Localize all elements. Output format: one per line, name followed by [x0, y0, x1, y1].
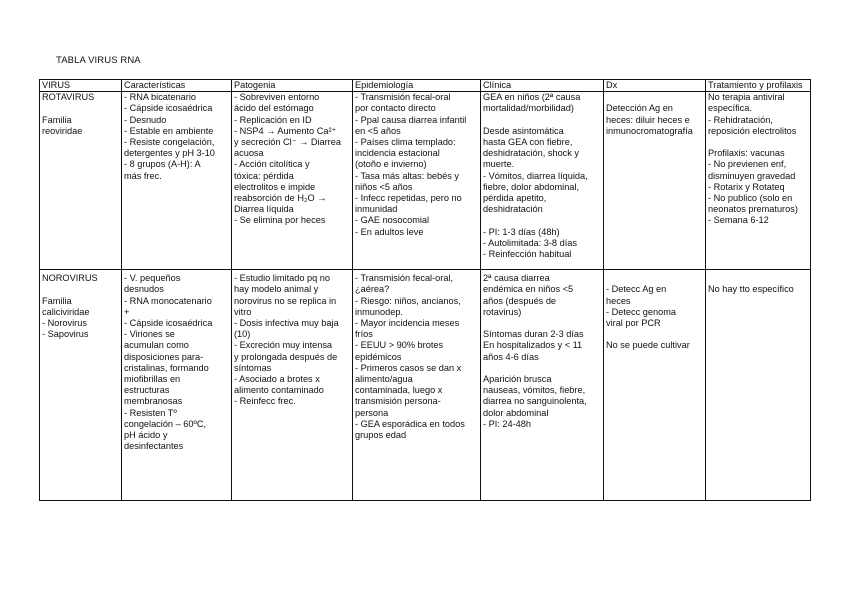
- cell-text-line: - PI: 24-48h: [483, 418, 532, 429]
- header-clinica: Clínica: [481, 80, 604, 92]
- cell-text-line: NOROVIRUS: [42, 273, 98, 284]
- cell-text-line: - Países clima templado:: [355, 137, 456, 148]
- cell-text-line: - Riesgo: niños, ancianos,: [355, 295, 461, 306]
- cell-text-line: - Resisten Tº: [124, 407, 177, 418]
- cell-text-line: - Dosis infectiva muy baja: [234, 318, 339, 329]
- cell-text-line: - 8 grupos (A-H): A: [124, 159, 201, 170]
- header-virus: VIRUS: [40, 80, 122, 92]
- cell-text-line: - PI: 1-3 días (48h): [483, 226, 560, 237]
- virus-table: [39, 79, 811, 501]
- cell-text-line: - RNA monocatenario: [124, 295, 212, 306]
- cell-text-line: neonatos prematuros): [708, 204, 798, 215]
- blank-line: [483, 215, 601, 226]
- cell-text-line: - Sapovirus: [42, 329, 89, 340]
- cell-text-line: hay modelo animal y: [234, 284, 319, 295]
- blank-line: [606, 329, 703, 340]
- cell-clinica: [481, 92, 604, 270]
- cell-text-line: norovirus no se replica in: [234, 295, 337, 306]
- cell-text-line: disminuyen gravedad: [708, 170, 796, 181]
- cell-text-line: ROTAVIRUS: [42, 92, 95, 103]
- cell-text-line: rotavirus): [483, 306, 522, 317]
- cell-text-line: - Ppal causa diarrea infantil: [355, 114, 467, 125]
- cell-text-line: muerte.: [483, 159, 515, 170]
- cell-text-line: años 4-6 días: [483, 351, 539, 362]
- cell-text-line: por contacto directo: [355, 103, 436, 114]
- table-row-norovirus: [40, 270, 811, 501]
- cell-text-line: - Rehidratación,: [708, 114, 773, 125]
- cell-text-line: - Cápside icosaédrica: [124, 103, 213, 114]
- cell-text-line: (10): [234, 329, 251, 340]
- cell-text-line: - Primeros casos se dan x: [355, 362, 462, 373]
- cell-caracteristicas: [122, 92, 232, 270]
- cell-text-line: - Estable en ambiente: [124, 125, 214, 136]
- cell-text-line: dolor abdominal: [483, 407, 549, 418]
- cell-text-line: membranosas: [124, 396, 183, 407]
- cell-virus: [40, 270, 122, 501]
- cell-text-line: - Detecc Ag en: [606, 284, 667, 295]
- cell-text-line: Detección Ag en: [606, 103, 673, 114]
- cell-text-line: - Norovirus: [42, 318, 87, 328]
- cell-text-line: Síntomas duran 2-3 días: [483, 329, 584, 340]
- cell-text-line: estructuras: [124, 385, 170, 396]
- cell-text-line: mortalidad/morbilidad): [483, 103, 574, 114]
- cell-text-line: - NSP4 → Aumento Ca²⁺: [234, 125, 337, 136]
- cell-text-line: - Transmisión fecal-oral,: [355, 273, 454, 284]
- cell-text-line: - RNA bicatenario: [124, 92, 197, 103]
- cell-text-line: - GEA esporádica en todos: [355, 418, 465, 429]
- blank-line: [483, 363, 601, 374]
- cell-text-line: Familia: [42, 114, 72, 125]
- cell-text-line: - Vómitos, diarrea líquida,: [483, 170, 588, 181]
- cell-text-line: diarrea no sanguinolenta,: [483, 396, 587, 407]
- cell-text-line: (otoño e invierno): [355, 159, 427, 170]
- cell-text-line: nauseas, vómitos, fiebre,: [483, 385, 586, 396]
- blank-line: [42, 103, 119, 114]
- cell-text-line: 2ª causa diarrea: [483, 273, 550, 284]
- cell-text-line: - Semana 6-12: [708, 215, 769, 226]
- cell-text-line: - Infecc repetidas, pero no: [355, 193, 462, 204]
- header-dx: Dx: [604, 80, 706, 92]
- cell-text-line: persona: [355, 407, 389, 418]
- cell-text-line: Diarrea líquida: [234, 204, 294, 215]
- cell-text-line: - Detecc genoma: [606, 306, 676, 317]
- cell-text-line: ácido del estómago: [234, 103, 314, 114]
- cell-text-line: síntomas: [234, 362, 272, 373]
- cell-text-line: reabsorción de H₂O →: [234, 193, 327, 204]
- cell-text-line: alimento contaminado: [234, 385, 324, 396]
- cell-text-line: inmunodep.: [355, 306, 404, 317]
- cell-text-line: ¿aérea?: [355, 284, 390, 295]
- cell-text-line: - Desnudo: [124, 114, 167, 125]
- cell-caracteristicas: [122, 270, 232, 501]
- cell-text-line: Profilaxis: vacunas: [708, 148, 785, 159]
- cell-dx: [604, 92, 706, 270]
- cell-text-line: fríos: [355, 329, 373, 340]
- cell-text-line: - Transmisión fecal-oral: [355, 92, 451, 103]
- cell-text-line: No terapia antiviral: [708, 92, 785, 103]
- cell-text-line: fiebre, dolor abdominal,: [483, 181, 580, 192]
- header-tratamiento: Tratamiento y profilaxis: [706, 80, 811, 92]
- cell-text-line: - Acción citolítica y: [234, 159, 310, 170]
- cell-text-line: niños <5 años: [355, 181, 413, 192]
- cell-text-line: tóxica: pérdida: [234, 170, 294, 181]
- cell-text-line: En hospitalizados y < 11: [483, 340, 583, 351]
- cell-clinica: [481, 270, 604, 501]
- cell-text-line: y prolongada después de: [234, 351, 338, 362]
- cell-text-line: deshidratación: [483, 204, 543, 215]
- cell-text-line: - GAE nosocomial: [355, 215, 430, 226]
- cell-epidemiologia: [353, 270, 481, 501]
- blank-line: [483, 318, 601, 329]
- header-patogenia: Patogenia: [232, 80, 353, 92]
- cell-text-line: - Excreción muy intensa: [234, 340, 333, 351]
- cell-text-line: - EEUU > 90% brotes: [355, 340, 444, 351]
- cell-text-line: grupos edad: [355, 430, 407, 441]
- blank-line: [483, 115, 601, 126]
- table-row-rotavirus: [40, 92, 811, 270]
- cell-text-line: - No previenen enf,: [708, 159, 787, 170]
- blank-line: [42, 284, 119, 295]
- cell-text-line: - V. pequeños: [124, 273, 181, 284]
- cell-text-line: inmunocromatografía: [606, 125, 693, 136]
- cell-text-line: - Reinfecc frec.: [234, 396, 296, 407]
- cell-text-line: pérdida apetito,: [483, 193, 547, 204]
- blank-line: [606, 92, 703, 103]
- cell-text-line: alimento/agua: [355, 374, 413, 385]
- cell-text-line: Desde asintomática: [483, 125, 564, 136]
- cell-text-line: - Estudio limitado pq no: [234, 273, 331, 284]
- cell-text-line: Aparición brusca: [483, 374, 552, 384]
- blank-line: [708, 137, 808, 148]
- cell-text-line: vitro: [234, 306, 252, 317]
- cell-text-line: y secreción Cl⁻ → Diarrea: [234, 137, 341, 148]
- cell-text-line: - Mayor incidencia meses: [355, 318, 460, 329]
- cell-text-line: - Tasa más altas: bebés y: [355, 170, 460, 181]
- cell-text-line: cristalinas, formando: [124, 362, 209, 373]
- cell-text-line: - Viriones se: [124, 329, 175, 340]
- cell-epidemiologia: [353, 92, 481, 270]
- cell-text-line: miofibrillas en: [124, 374, 181, 385]
- cell-text-line: más frec.: [124, 170, 162, 181]
- header-caracteristicas: Características: [122, 80, 232, 92]
- cell-text-line: - Autolimitada: 3-8 días: [483, 237, 577, 248]
- cell-text-line: desnudos: [124, 284, 164, 295]
- cell-patogenia: [232, 270, 353, 501]
- cell-text-line: desinfectantes: [124, 441, 184, 452]
- cell-text-line: - Replicación en ID: [234, 114, 312, 125]
- cell-text-line: electrolitos e impide: [234, 181, 316, 192]
- table-header-row: [40, 80, 811, 92]
- cell-text-line: - Sobreviven entorno: [234, 92, 320, 103]
- cell-text-line: - No publico (solo en: [708, 193, 793, 204]
- cell-tratamiento: [706, 92, 811, 270]
- header-epidemiologia: Epidemiología: [353, 80, 481, 92]
- cell-text-line: - En adultos leve: [355, 226, 424, 237]
- cell-text-line: acuosa: [234, 148, 264, 159]
- blank-line: [606, 273, 703, 284]
- cell-text-line: caliciviridae: [42, 306, 90, 317]
- cell-text-line: deshidratación, shock y: [483, 148, 580, 159]
- cell-text-line: años (después de: [483, 295, 557, 306]
- cell-text-line: detergentes y pH 3-10: [124, 148, 215, 159]
- cell-text-line: hasta GEA con fiebre,: [483, 137, 573, 147]
- document-title: TABLA VIRUS RNA: [56, 55, 141, 66]
- cell-text-line: en <5 años: [355, 125, 401, 136]
- cell-dx: [604, 270, 706, 501]
- cell-text-line: - Resiste congelación,: [124, 137, 215, 148]
- cell-patogenia: [232, 92, 353, 270]
- cell-text-line: GEA en niños (2ª causa: [483, 92, 581, 103]
- cell-text-line: inmunidad: [355, 204, 398, 215]
- cell-text-line: disposiciones para-: [124, 351, 204, 362]
- cell-text-line: viral por PCR: [606, 318, 661, 328]
- cell-text-line: heces: [606, 295, 631, 306]
- cell-text-line: - Se elimina por heces: [234, 215, 326, 226]
- cell-text-line: contaminada, luego x: [355, 385, 443, 396]
- cell-text-line: Familia: [42, 295, 72, 306]
- cell-text-line: reposición electrolitos: [708, 125, 797, 136]
- cell-text-line: congelación – 60ºC,: [124, 418, 207, 429]
- cell-tratamiento: [706, 270, 811, 501]
- cell-text-line: +: [124, 306, 130, 317]
- cell-virus: [40, 92, 122, 270]
- cell-text-line: - Reinfección habitual: [483, 249, 572, 260]
- blank-line: [708, 273, 808, 284]
- cell-text-line: acumulan como: [124, 340, 189, 351]
- cell-text-line: heces: diluir heces e: [606, 114, 690, 125]
- cell-text-line: reoviridae: [42, 125, 83, 136]
- cell-text-line: No hay tto específico: [708, 284, 794, 295]
- cell-text-line: - Rotarix y Rotateq: [708, 181, 785, 192]
- cell-text-line: - Cápside icosaédrica: [124, 318, 213, 329]
- cell-text-line: No se puede cultivar: [606, 340, 690, 351]
- cell-text-line: endémica en niños <5: [483, 284, 574, 295]
- cell-text-line: epidémicos: [355, 351, 402, 362]
- cell-text-line: incidencia estacional: [355, 148, 440, 159]
- cell-text-line: transmisión persona-: [355, 396, 441, 407]
- cell-text-line: pH ácido y: [124, 430, 168, 441]
- cell-text-line: - Asociado a brotes x: [234, 374, 320, 385]
- cell-text-line: específica.: [708, 103, 752, 114]
